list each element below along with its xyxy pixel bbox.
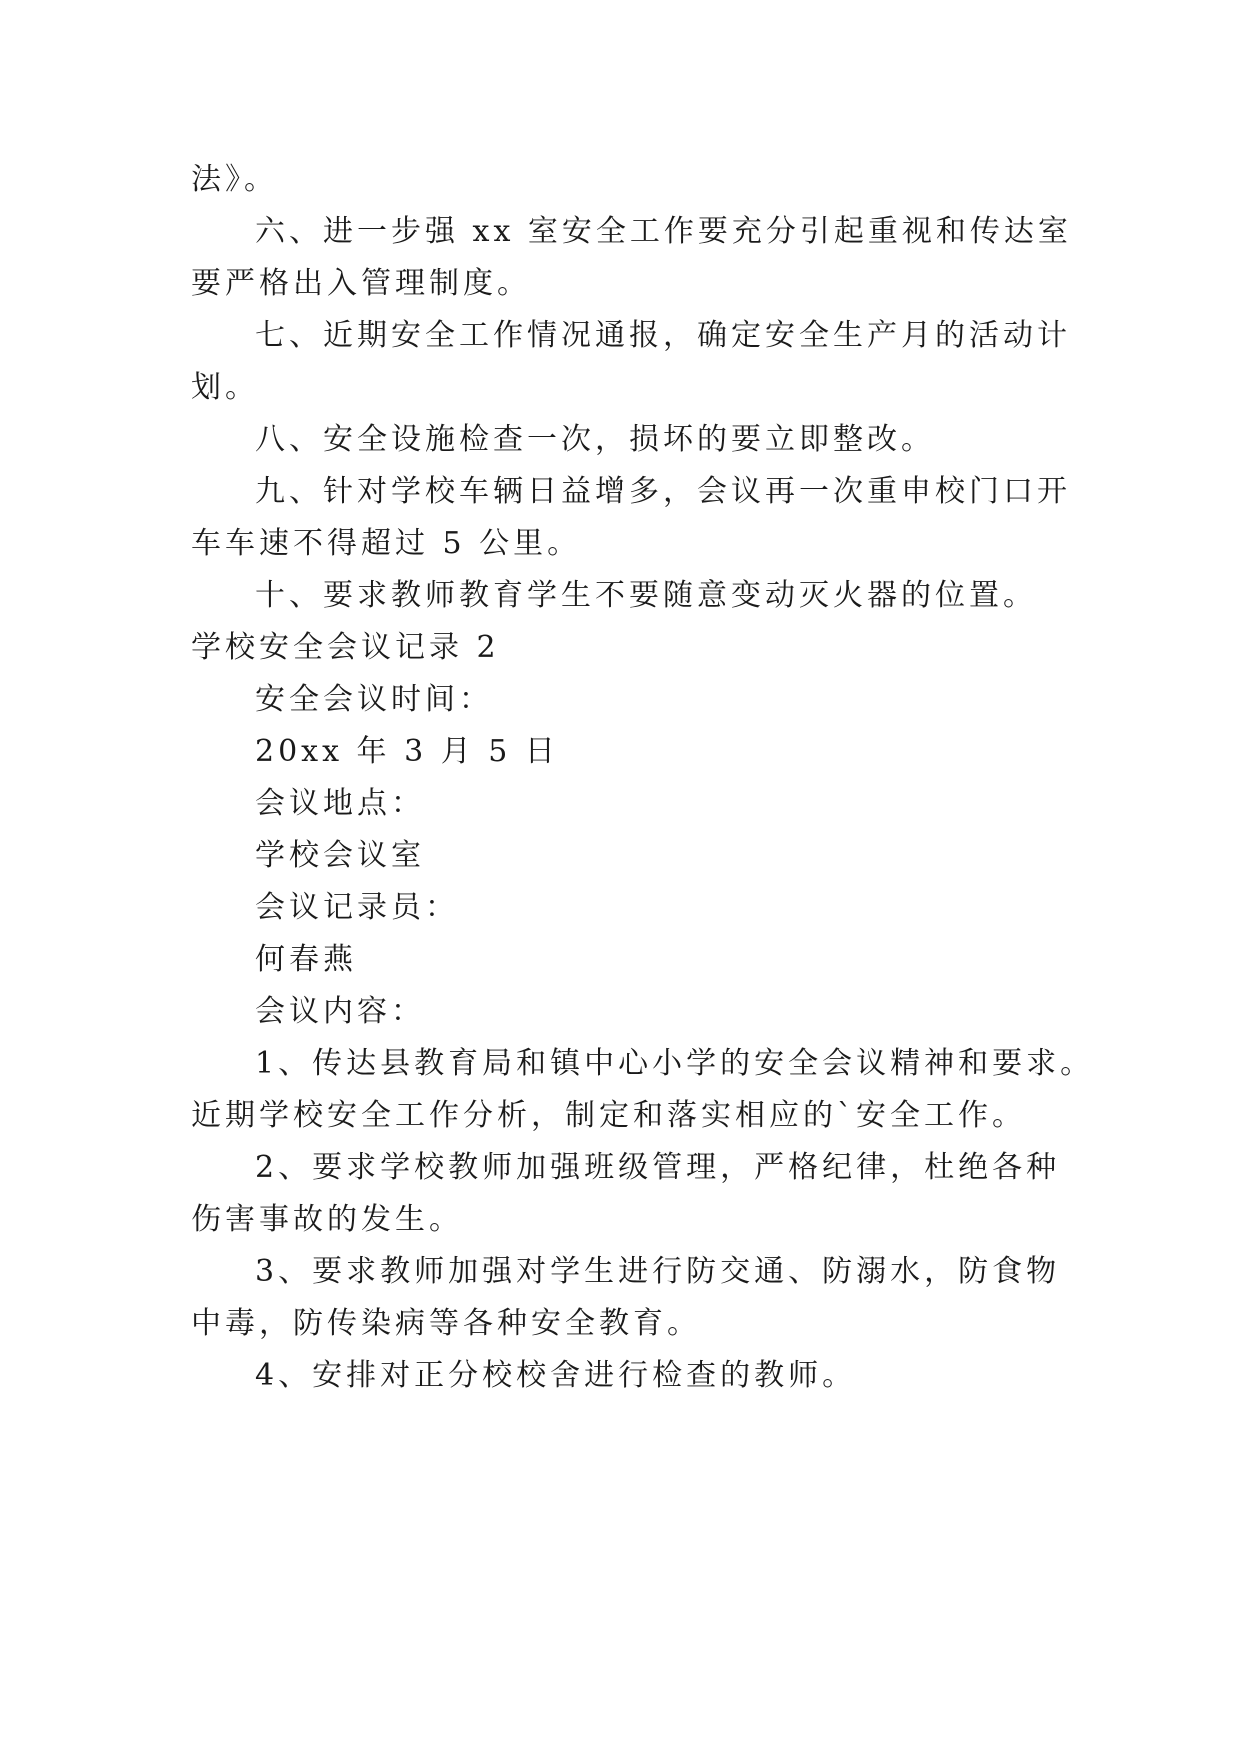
meeting-date: 20xx 年 3 月 5 日 <box>255 734 559 769</box>
recorder-name: 何春燕 <box>255 942 357 977</box>
paragraph-line: 4、安排对正分校校舍进行检查的教师。 <box>255 1358 857 1393</box>
paragraph-line: 划。 <box>191 370 259 405</box>
section-heading: 学校安全会议记录 2 <box>191 630 500 665</box>
meeting-location-label: 会议地点： <box>255 786 425 821</box>
meeting-time-label: 安全会议时间： <box>255 682 493 717</box>
paragraph-line: 伤害事故的发生。 <box>191 1202 463 1237</box>
paragraph-line: 八、安全设施检查一次，损坏的要立即整改。 <box>255 422 935 457</box>
meeting-location: 学校会议室 <box>255 838 425 873</box>
paragraph-line: 九、针对学校车辆日益增多，会议再一次重申校门口开 <box>255 474 1071 509</box>
paragraph-line: 七、近期安全工作情况通报，确定安全生产月的活动计 <box>255 318 1071 353</box>
paragraph-line: 车车速不得超过 5 公里。 <box>191 526 582 561</box>
paragraph-line: 十、要求教师教育学生不要随意变动灭火器的位置。 <box>255 578 1037 613</box>
paragraph-line: 近期学校安全工作分析，制定和落实相应的`安全工作。 <box>191 1098 1026 1133</box>
paragraph-line: 3、要求教师加强对学生进行防交通、防溺水，防食物 <box>255 1254 1061 1289</box>
recorder-label: 会议记录员： <box>255 890 459 925</box>
paragraph-line: 2、要求学校教师加强班级管理，严格纪律，杜绝各种 <box>255 1150 1061 1185</box>
paragraph-line: 六、进一步强 xx 室安全工作要充分引起重视和传达室 <box>255 214 1072 249</box>
paragraph-line: 要严格出入管理制度。 <box>191 266 531 301</box>
paragraph-line: 中毒，防传染病等各种安全教育。 <box>191 1306 701 1341</box>
paragraph-line: 1、传达县教育局和镇中心小学的安全会议精神和要求。 <box>255 1046 1095 1081</box>
paragraph-line: 法》。 <box>191 162 278 197</box>
meeting-content-label: 会议内容： <box>255 994 425 1029</box>
